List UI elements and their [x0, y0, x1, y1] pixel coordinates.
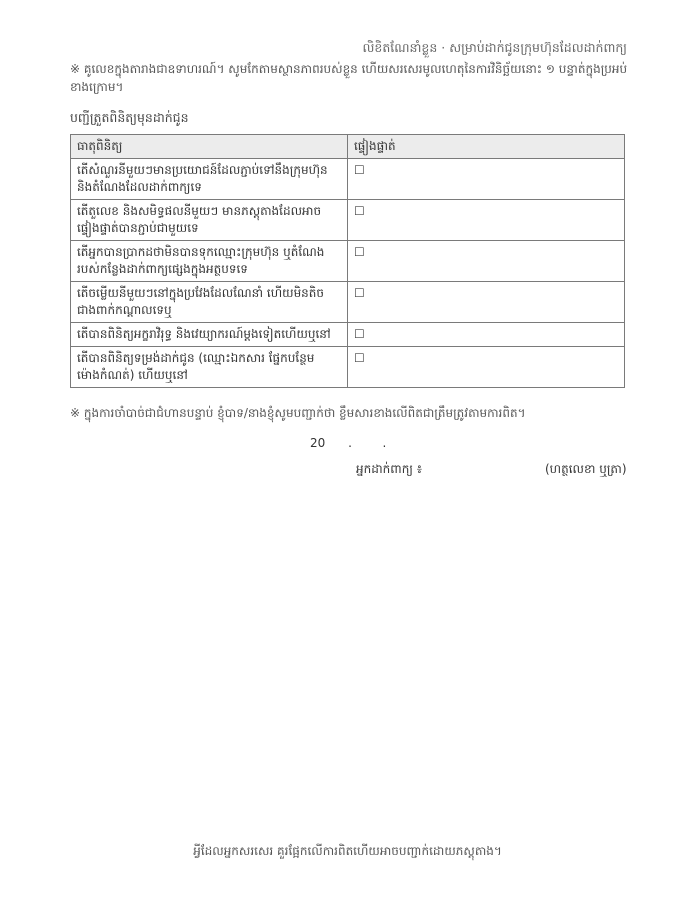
checkbox[interactable]: ☐: [348, 323, 625, 347]
declaration-text: ※ ក្នុងការចាំបាច់ជាជំហានបន្ទាប់ ខ្ញុំបាទ/នាងខ្ញុំសូមបញ្ជាក់ថា ខ្លឹមសារខាងលើពិតជាត្រឹមត្រូវតាមការពិត។: [70, 406, 526, 420]
section-title: បញ្ជីត្រួតពិនិត្យមុនដាក់ជូន: [70, 110, 189, 125]
table-row: [71, 241, 625, 282]
table-row: [71, 323, 625, 347]
checklist-question: តើចម្លើយនីមួយៗនៅក្នុងប្រវែងដែលណែនាំ ហើយមិនតិចជាងពាក់កណ្ដាលទេឬ: [71, 282, 348, 323]
checkbox[interactable]: ☐: [348, 159, 625, 200]
date-line: 20 . .: [310, 436, 387, 450]
checkbox[interactable]: ☐: [348, 200, 625, 241]
column-header-item: ធាតុពិនិត្យ: [71, 135, 348, 159]
document-header-title: លិខិតណែនាំខ្លួន · សម្រាប់ដាក់ជូនក្រុមហ៊ុនដែលដាក់ពាក្យ: [362, 40, 627, 55]
table-row: [71, 200, 625, 241]
table-header-row: [71, 135, 625, 159]
checklist-question: តើតួលេខ និងសមិទ្ធផលនីមួយៗ មានភស្តុតាងដែលអាចផ្ទៀងផ្ទាត់បានភ្ជាប់ជាមួយទេ: [71, 200, 348, 241]
table-row: [71, 282, 625, 323]
footer-note: អ្វីដែលអ្នកសរសេរ គួរផ្អែកលើការពិតហើយអាចបញ្ជាក់ដោយភស្តុតាង។: [193, 844, 502, 858]
column-header-check: ផ្ទៀងផ្ទាត់: [348, 135, 625, 159]
checkbox[interactable]: ☐: [348, 241, 625, 282]
checklist-question: តើបានពិនិត្យទម្រង់ដាក់ជូន (ឈ្មោះឯកសារ ផ្នែកបន្ថែម ម៉ោងកំណត់) ហើយឬនៅ: [71, 347, 348, 388]
instruction-note: ※ គូលេខក្នុងតារាងជាឧទាហរណ៍។ សូមកែតាមស្ថានភាពរបស់ខ្លួន ហើយសរសេរមូលហេតុនៃការវិនិច្ឆ័យនោះ ១ បន្ទាត់ក្នុងប្រអប់ខាងក្រោម។: [70, 62, 628, 94]
checklist-table: [70, 134, 625, 388]
checklist-question: តើអ្នកបានប្រាកដថាមិនបានទុកឈ្មោះក្រុមហ៊ុន ឬតំណែងរបស់កន្លែងដាក់ពាក្យផ្សេងក្នុងអត្ថបទទេ: [71, 241, 348, 282]
checkbox[interactable]: ☐: [348, 347, 625, 388]
applicant-label: អ្នកដាក់ពាក្យ ៖: [356, 462, 422, 476]
signature-label: (ហត្ថលេខា ឬត្រា): [545, 462, 627, 476]
checkbox[interactable]: ☐: [348, 282, 625, 323]
table-row: [71, 159, 625, 200]
checklist-question: តើបានពិនិត្យអក្ខរាវិរុទ្ធ និងវេយ្យាករណ៍ម្ដងទៀតហើយឬនៅ: [71, 323, 348, 347]
checklist-question: តើសំណួរនីមួយៗមានប្រយោជន៍ដែលភ្ជាប់ទៅនឹងក្រុមហ៊ុន និងតំណែងដែលដាក់ពាក្យទេ: [71, 159, 348, 200]
table-row: [71, 347, 625, 388]
